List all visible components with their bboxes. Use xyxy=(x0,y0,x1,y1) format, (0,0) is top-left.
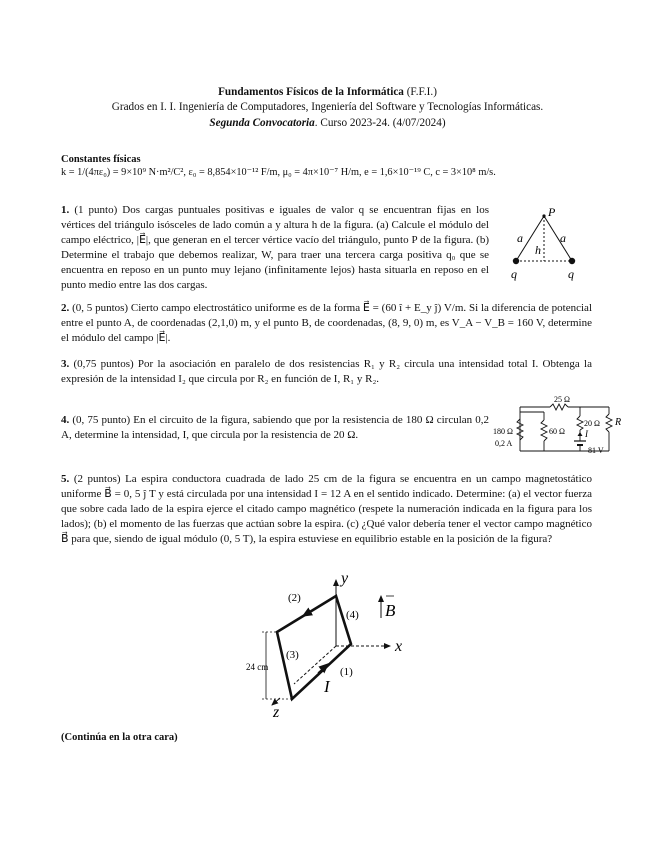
label-r: R xyxy=(615,417,622,428)
circuit-figure xyxy=(492,394,627,464)
triangle-side-right xyxy=(544,216,572,261)
current-arrow-icon xyxy=(578,432,583,436)
session-name: Segunda Convocatoria xyxy=(209,117,315,129)
loop-figure xyxy=(240,566,420,721)
label-r60: 60 Ω xyxy=(549,427,565,436)
problem-1-text: (1 punto) Dos cargas puntuales positivas e iguales de valor q se encuentran fijas en los vértices del triángulo isósceles de lado común a y altura h de la figura. (a) Calcule el módulo del campo eléctrico, |E⃗|, que generan en el tercer vértice vacío del triángulo, punto P de la figura. (b) Determine el trabajo que debemos realizar, W, para traer una tercera carga positiva q₀ que se encuentra en reposo en un punto muy lejano (infinitamente lejos) hasta situarla en reposo en el punto medio entre las dos cargas. xyxy=(61,204,489,291)
label-height: 24 cm xyxy=(246,662,269,672)
problem-3 xyxy=(61,357,592,387)
label-h: h xyxy=(535,243,541,257)
degrees-line: Grados en I. I. Ingeniería de Computadores, Ingeniería del Software y Tecnologías Informáticas. xyxy=(111,101,544,113)
problem-3-text: (0,75 puntos) Por la asociación en paralelo de dos resistencias R₁ y R₂ circula una intensidad total I. Obtenga la expresión de la intensidad I₂ que circula por R₂ en función de I, R₁ y R₂. xyxy=(61,358,592,385)
problem-2-text: (0, 5 puntos) Cierto campo electrostático uniforme es de la forma E⃗ = (60 î + E_y ĵ) V/m. Si la diferencia de potencial entre el punto A, de coordenadas (2,1,0) m, y el punto B, de coordenadas, (8, 9, 0) m, es V_A − V_B = 160 V, determine el módulo del campo |E⃗|. xyxy=(61,302,592,344)
triangle-figure xyxy=(500,204,600,284)
point-p xyxy=(542,214,545,217)
label-y-axis: y xyxy=(341,570,349,587)
session-line xyxy=(0,117,655,129)
resistor-60 xyxy=(541,420,547,441)
label-side-4: (4) xyxy=(346,609,359,621)
label-current: 0,2 A xyxy=(495,439,513,448)
exam-title xyxy=(0,86,655,98)
label-r180: 180 Ω xyxy=(493,427,513,436)
label-z-axis: z xyxy=(273,704,280,721)
label-q-left: q xyxy=(511,267,517,281)
charge-left xyxy=(513,258,519,264)
problem-2-number: 2. xyxy=(61,302,70,314)
problem-4-number: 4. xyxy=(61,414,70,426)
square-loop xyxy=(277,596,351,699)
problem-4-text: (0, 75 punto) En el circuito de la figura, sabiendo que por la resistencia de 180 Ω circulan 0,2 A, determine la intensidad, I, que circula por la resistencia de 20 Ω. xyxy=(61,414,489,441)
continue-note: (Continúa en la otra cara) xyxy=(61,732,178,743)
label-side-2: (2) xyxy=(288,592,301,604)
problem-1-number: 1. xyxy=(61,204,70,216)
label-q-right: q xyxy=(568,267,574,281)
label-81v: 81 V xyxy=(588,446,604,455)
label-side-1: (1) xyxy=(340,666,353,678)
course-abbrev: (F.F.I.) xyxy=(403,86,437,98)
problem-4 xyxy=(61,413,489,443)
resistor-20 xyxy=(577,416,583,430)
charge-right xyxy=(569,258,575,264)
problem-1 xyxy=(61,203,489,293)
resistor-r xyxy=(606,414,612,432)
label-a-left: a xyxy=(517,231,523,245)
resistor-25 xyxy=(550,404,568,410)
label-i: I xyxy=(585,429,588,439)
label-side-3: (3) xyxy=(286,649,299,661)
course-name: Fundamentos Físicos de la Informática xyxy=(218,86,404,98)
label-a-right: a xyxy=(560,231,566,245)
label-current-i: I xyxy=(324,677,330,696)
session-date: . Curso 2023-24. (4/07/2024) xyxy=(314,117,446,129)
constants-heading: Constantes físicas xyxy=(61,154,141,165)
problem-3-number: 3. xyxy=(61,358,70,370)
label-r25: 25 Ω xyxy=(554,395,570,404)
label-x-axis: x xyxy=(395,638,403,655)
current-direction-top-icon xyxy=(303,610,313,616)
problem-2 xyxy=(61,301,592,346)
constants-values: k = 1/(4πε₀) = 9×10⁹ N·m²/C², ε₀ = 8,854×10⁻¹² F/m, μ₀ = 4π×10⁻⁷ H/m, e = 1,6×10⁻¹⁹ C, c = 3×10⁸ m/s. xyxy=(61,167,496,178)
problem-5 xyxy=(61,472,592,547)
label-r20: 20 Ω xyxy=(584,419,600,428)
problem-5-number: 5. xyxy=(61,473,70,485)
label-b: B xyxy=(385,601,396,620)
label-p: P xyxy=(548,205,556,219)
problem-5-text: (2 puntos) La espira conductora cuadrada de lado 25 cm de la figura se encuentra en un campo magnetostático uniforme B⃗ = 0, 5 ĵ T y está circulada por una intensidad I = 12 A en el sentido indicado. Determine: (a) el vector fuerza que sobre cada lado de la espira ejerce el citado campo magnético (respete la numeración indicada en la figura para los lados); (b) el momento de las fuerzas que actúan sobre la espira. (c) ¿Qué valor debería tener el vector campo magnético B⃗ para que, siendo de igual módulo (0, 5 T), la espira estuviese en equilibrio estable en la posición de la figura? xyxy=(61,473,593,545)
